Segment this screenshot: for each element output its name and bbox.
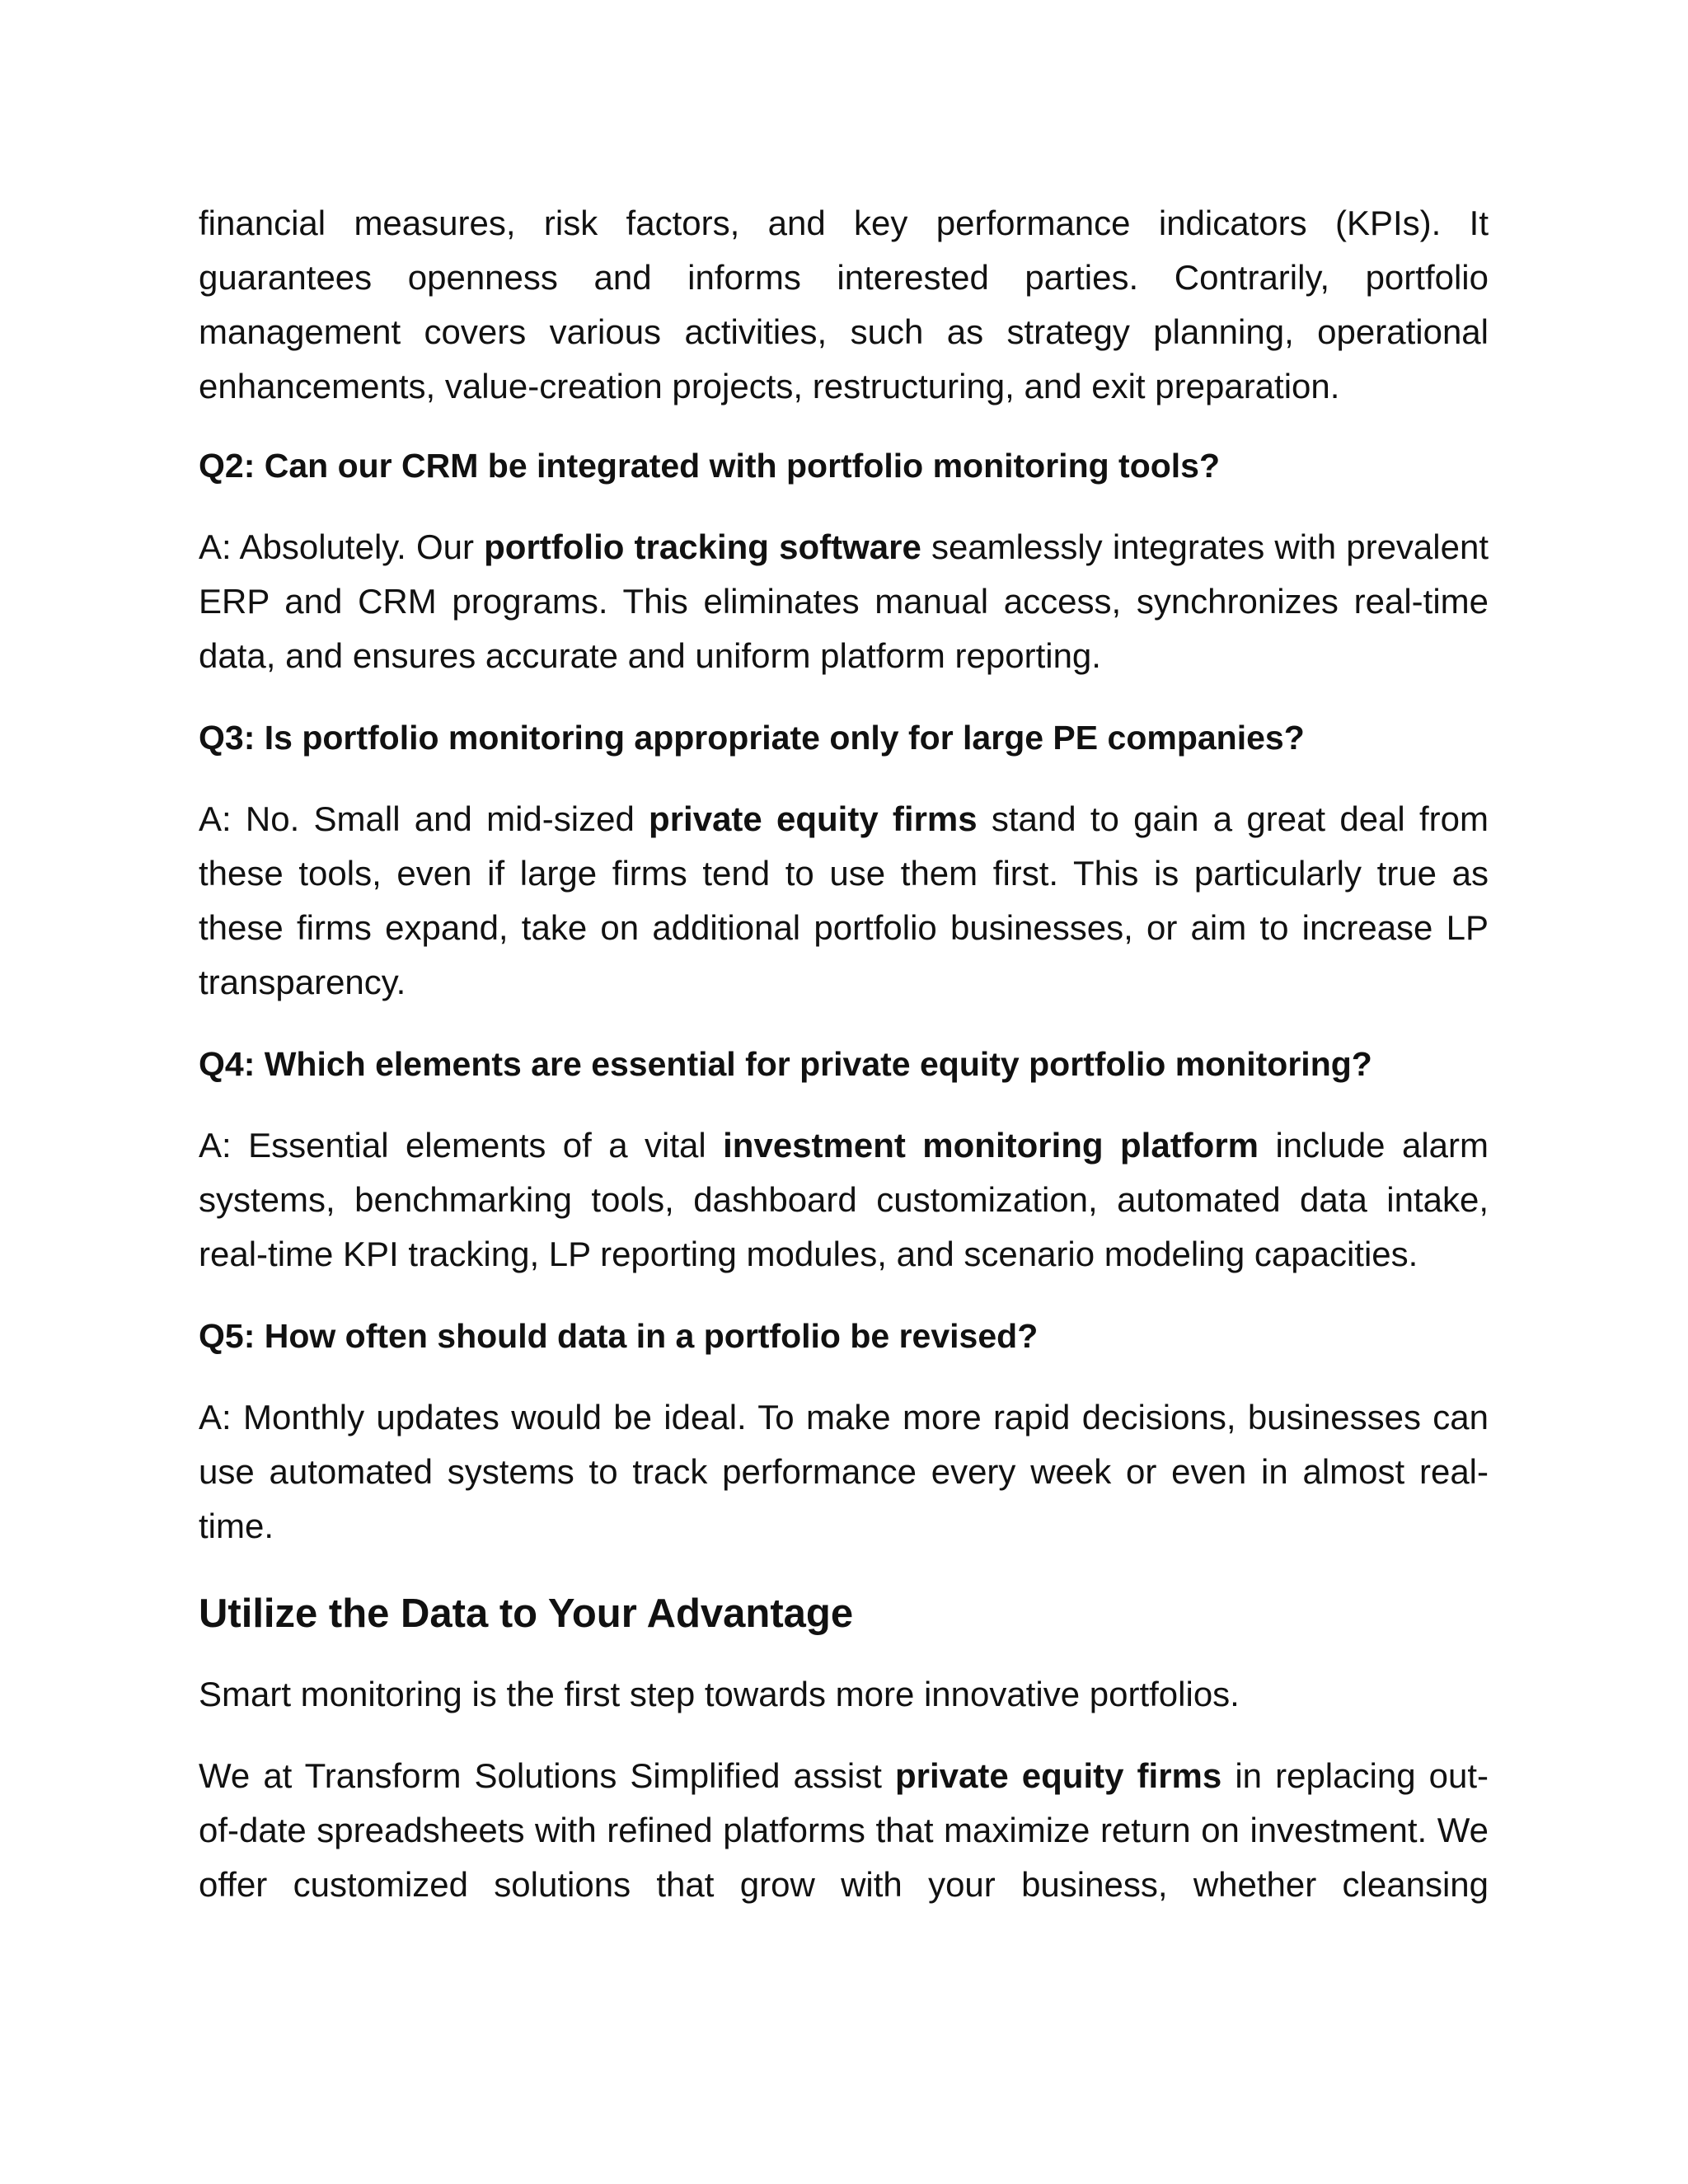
faq-answer-text: seamlessly integrates with prevalent ERP and CRM programs. This eliminates manual access, synchronizes real-time data, and ensures accurate and uniform platform reporting. — [199, 527, 1489, 675]
section-paragraph-text: in replacing out-of-date spreadsheets with refined platforms that maximize return on investment. We offer customized solutions that grow with your business, whether cleansing — [199, 1756, 1489, 1904]
faq-answer-text: stand to gain a great deal from these tools, even if large firms tend to use them first. This is particularly true as these firms expand, take on additional portfolio businesses, or aim to increase LP transparency. — [199, 799, 1489, 1001]
faq-answer-q3 — [199, 792, 1489, 1010]
faq-question-q2: Q2: Can our CRM be integrated with portfolio monitoring tools? — [199, 447, 1221, 485]
faq-question-q5: Q5: How often should data in a portfolio be revised? — [199, 1317, 1039, 1355]
faq-answer-keyword: portfolio tracking software — [484, 527, 921, 566]
section-paragraph-keyword: private equity firms — [894, 1756, 1222, 1795]
faq-answer-keyword: private equity firms — [649, 799, 978, 838]
section-paragraph-2 — [199, 1749, 1489, 1912]
document-page — [199, 196, 1489, 1939]
section-paragraph-text: We at Transform Solutions Simplified assist — [199, 1756, 895, 1795]
faq-question-q4: Q4: Which elements are essential for private equity portfolio monitoring? — [199, 1045, 1372, 1083]
faq-answer-text: A: Essential elements of a vital — [199, 1126, 724, 1165]
faq-answer-text: A: Absolutely. Our — [199, 527, 485, 566]
faq-answer-q5 — [199, 1390, 1489, 1554]
faq-answer-q2 — [199, 520, 1489, 683]
faq-answer-text: A: No. Small and mid-sized — [199, 799, 649, 838]
section-heading: Utilize the Data to Your Advantage — [199, 1591, 854, 1636]
intro-paragraph: financial measures, risk factors, and key performance indicators (KPIs). It guarantees openness and informs interested parties. Contrarily, portfolio management covers various activities, such as strategy planning, operational enhancements, value-creation projects, restructuring, and exit preparation. — [199, 204, 1489, 405]
faq-answer-text: include alarm systems, benchmarking tools, dashboard customization, automated data intake, real-time KPI tracking, LP reporting modules, and scenario modeling capacities. — [199, 1126, 1489, 1273]
faq-answer-text: A: Monthly updates would be ideal. To make more rapid decisions, businesses can use automated systems to track performance every week or even in almost real-time. — [199, 1398, 1489, 1545]
section-paragraph-1: Smart monitoring is the first step towards more innovative portfolios. — [199, 1675, 1240, 1713]
faq-question-q3: Q3: Is portfolio monitoring appropriate only for large PE companies? — [199, 719, 1305, 757]
faq-answer-keyword: investment monitoring platform — [723, 1126, 1259, 1165]
faq-answer-q4 — [199, 1118, 1489, 1282]
